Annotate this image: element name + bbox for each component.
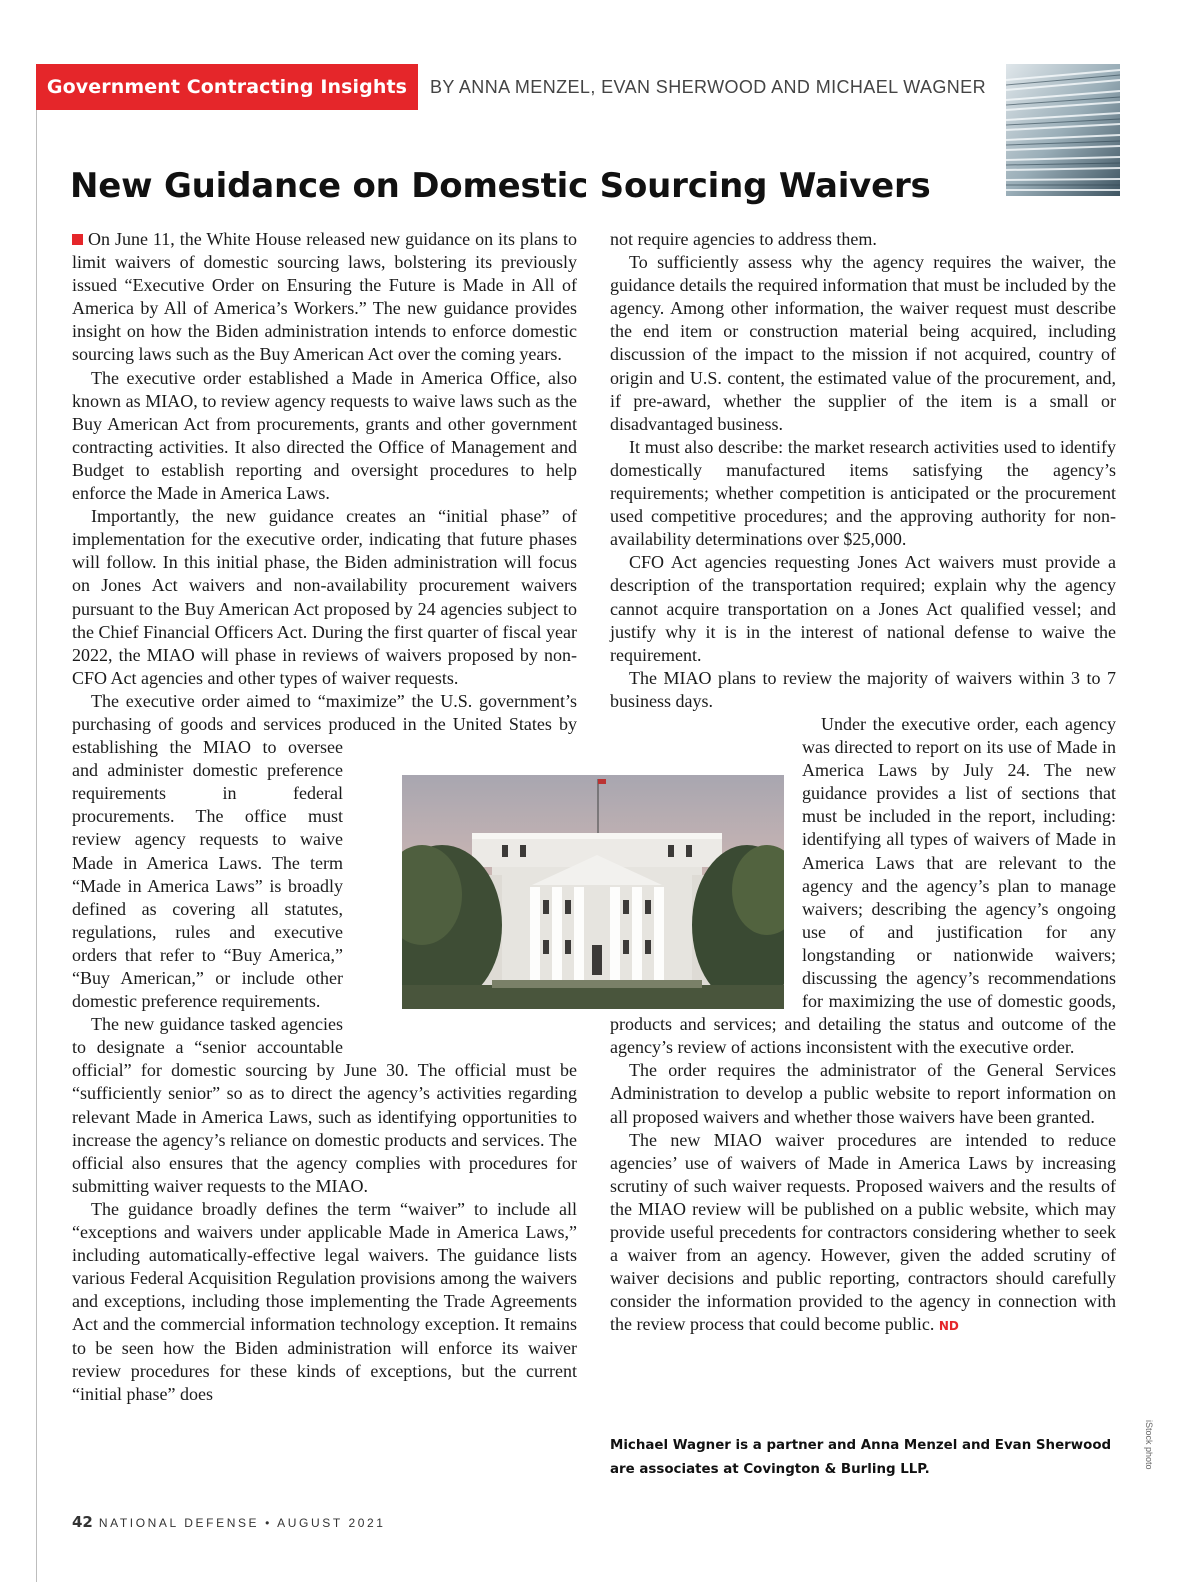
page-footer <box>72 1512 386 1533</box>
end-mark: ND <box>938 1319 959 1334</box>
article-title: New Guidance on Domestic Sourcing Waivers <box>70 166 931 206</box>
paragraph: On June 11, the White House released new guidance on its plans to limit waivers of domestic sourcing laws, bolstering its previously issued “Executive Order on Ensuring the Future is Made in All of America by All of America’s Workers.” The new guidance provides insight on how the Biden administration intends to enforce domestic sourcing laws such as the Buy American Act over the coming years. <box>72 229 577 365</box>
publication-info: NATIONAL DEFENSE • AUGUST 2021 <box>98 1516 386 1530</box>
paper-stack-image <box>1006 64 1120 196</box>
photo-credit: iStock photo <box>1144 1420 1154 1470</box>
white-house-photo <box>402 775 784 1009</box>
paragraph: Importantly, the new guidance creates an “initial phase” of implementation for the executive order, indicating that future phases will follow. In this initial phase, the Biden administration will focus on Jones Act waivers and non-availability procurement waivers pursuant to the Buy American Act proposed by 24 agencies subject to the Chief Financial Officers Act. During the first quarter of fiscal year 2022, the MIAO will phase in reviews of waivers proposed by non-CFO Act agencies and other types of waiver requests. <box>72 506 577 688</box>
paragraph: CFO Act agencies requesting Jones Act waivers must provide a description of the transportation required; explain why the agency cannot acquire transportation on a Jones Act qualified vessel; and justify why it is in the interest of national defense to waive the requirement. <box>610 552 1116 665</box>
paragraph: The executive order established a Made in America Office, also known as MIAO, to review agency requests to waive laws such as the Buy American Act from procurements, grants and other government contracting activities. It also directed the Office of Management and Budget to establish reporting and oversight procedures to help enforce the Made in America Laws. <box>72 367 577 504</box>
paragraph: The guidance broadly defines the term “waiver” to include all “exceptions and waivers under applicable Made in America Laws,” including automatically-effective legal waivers. The guidance lists various Federal Acquisition Regulation provisions among the waivers and exceptions, including those implementing the Trade Agreements Act and the commercial information technology exception. It remains to be seen how the Biden administration will enforce its waiver review procedures for these kinds of exceptions, but the current “initial phase” does <box>72 1198 577 1404</box>
paragraph: The order requires the administrator of the General Services Administration to develop a public website to report information on all proposed waivers and whether those waivers have been granted. <box>610 1060 1116 1127</box>
left-margin-rule <box>36 108 37 1582</box>
paragraph: not require agencies to address them. <box>610 229 877 249</box>
paragraph: The MIAO plans to review the majority of waivers within 3 to 7 business days. <box>610 667 1116 711</box>
byline: BY ANNA MENZEL, EVAN SHERWOOD AND MICHAEL WAGNER <box>430 77 986 97</box>
author-bio: Michael Wagner is a partner and Anna Menzel and Evan Sherwood are associates at Covington & Burling LLP. <box>610 1438 1112 1477</box>
paragraph: The new guidance tasked agencies to designate a “senior accountable official” for domestic sourcing by June 30. The official must be “sufficiently senior” so as to direct the agency’s activities regarding relevant Made in America Laws, such as identifying opportunities to increase the agency’s reliance on domestic products and services. The official also ensures that the agency complies with procedures for submitting waiver requests to the MIAO. <box>72 1014 577 1196</box>
paragraph: The new MIAO waiver procedures are intended to reduce agencies’ use of waivers of Made in America Laws by increasing scrutiny of such waiver requests. Proposed waivers and the results of the MIAO review will be published on a public website, which may provide useful precedents for contractors considering whether to seek a waiver from an agency. However, given the added scrutiny of waiver decisions and public reporting, contractors should carefully consider the information provided to the agency in connection with the review process that could become public. ND <box>610 1129 1116 1335</box>
paragraph: Under the executive order, each agency was directed to report on its use of Made in America Laws by July 24. The new guidance provides a list of sections that must be included in the report, including: identifying all types of waivers of Made in America Laws that are relevant to the agency and the agency’s plan to manage waivers; describing the agency’s ongoing use of and justification for any longstanding or nationwide waivers; discussing the agency’s recommendations for maximizing the use of domestic goods, products and services; and detailing the status and outcome of the agency’s review of actions inconsistent with the executive order. <box>610 713 1116 1058</box>
paragraph: To sufficiently assess why the agency requires the waiver, the guidance details the required information that must be included by the agency. Among other information, the waiver request must describe the end item or construction material being acquired, including discussion of the impact to the mission if not acquired, country of origin and U.S. content, the estimated value of the procurement, and, if pre-award, whether the supplier of the item is a small or disadvantaged business. <box>610 252 1116 434</box>
page-number: 42 <box>72 1513 93 1531</box>
paragraph: The executive order aimed to “maximize” the U.S. government’s purchasing of goods and services produced in the United States by establishing the MIAO to oversee and administer domestic preference requirements in federal procurements. The office must review agency requests to waive Made in America Laws. The term “Made in America Laws” is broadly defined as covering all statutes, regulations, rules and executive orders that refer to “Buy America,” “Buy American,” or include other domestic preference requirements. <box>72 690 577 1012</box>
paragraph: It must also describe: the market research activities used to identify domestically manufactured items satisfying the agency’s requirements; whether competition is anticipated or the procurement used competitive procedures; and the approving authority for non-availability determinations over $25,000. <box>610 436 1116 550</box>
red-square-bullet <box>72 234 83 245</box>
column-kicker: Government Contracting Insights <box>36 64 418 110</box>
